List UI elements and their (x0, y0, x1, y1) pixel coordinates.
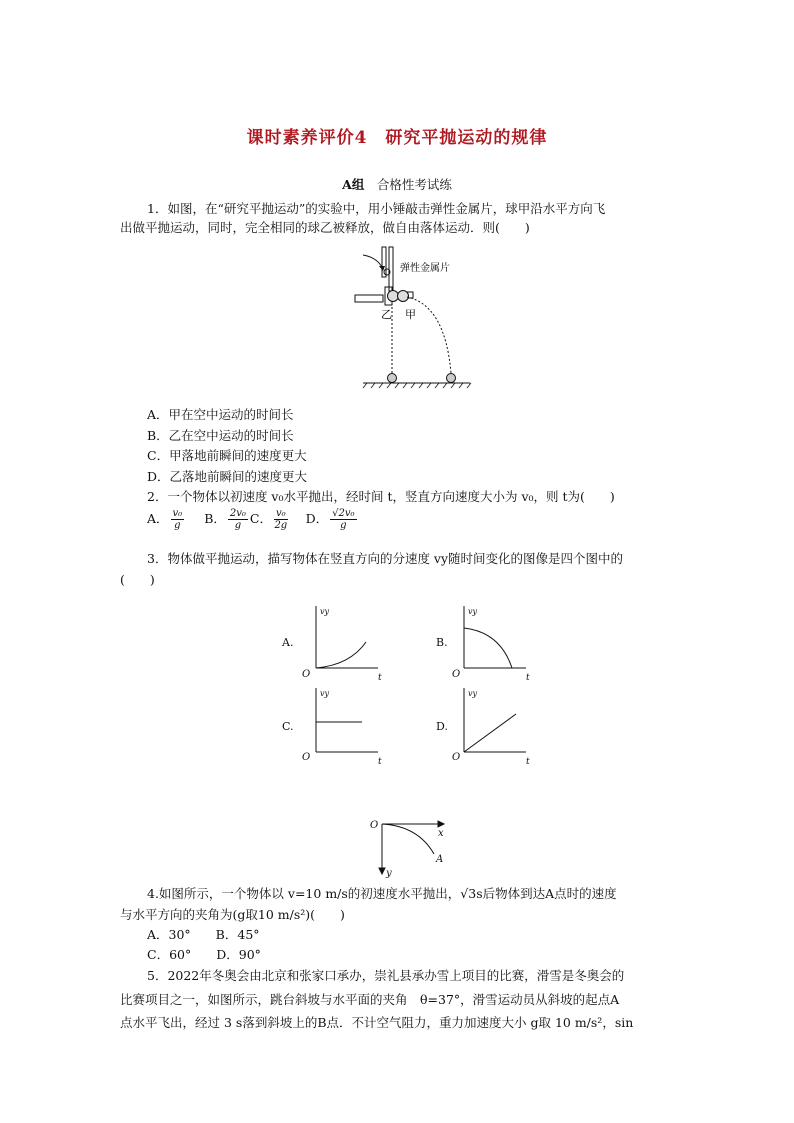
graph-b-ylabel: vy (468, 607, 478, 616)
graph-c-origin: O (302, 752, 311, 763)
q4-trajectory-figure (368, 812, 458, 882)
q2-option-d-fraction (330, 508, 356, 531)
q2-options (147, 508, 359, 531)
q2-option-a-label: A． (147, 511, 169, 526)
label-spring-sheet: 弹性金属片 (400, 263, 450, 274)
denominator: 2g (274, 520, 288, 531)
group-name: 合格性考试练 (376, 177, 452, 192)
graph-c-xlabel: t (378, 757, 382, 767)
section-heading (0, 175, 794, 193)
q2-option-d-label: D． (305, 511, 329, 526)
denominator: g (340, 520, 347, 531)
q4-y-label: y (386, 868, 392, 879)
denominator: g (174, 520, 181, 531)
q2-option-a-fraction (171, 508, 185, 531)
q3-graph-options (280, 600, 550, 770)
group-label: A组 (342, 177, 365, 192)
label-yi: 乙 (381, 308, 392, 321)
q2-stem: 2．一个物体以初速度 v₀水平抛出，经时间 t，竖直方向速度大小为 v₀，则 t为( ) (147, 489, 615, 504)
graph-a-ylabel: vy (320, 607, 330, 616)
q3-stem-line2: ( ) (120, 572, 155, 587)
graph-b-label: B. (436, 636, 448, 649)
q1-stem-line2: 出做平抛运动，同时，完全相同的球乙被释放，做自由落体运动．则( ) (120, 220, 530, 235)
graph-b-origin: O (452, 669, 461, 680)
q2-option-b-label: B． (204, 511, 226, 526)
q1-apparatus-figure (345, 245, 475, 390)
q4-point-a: A (436, 854, 444, 865)
q5-stem-line3: 点水平飞出，经过 3 s落到斜坡上的B点．不计空气阻力，重力加速度大小 g取 10 m/s²，sin (120, 1015, 634, 1030)
graph-c-label: C. (282, 720, 294, 733)
numerator: 2v₀ (229, 508, 246, 519)
numerator: v₀ (275, 508, 286, 519)
graph-b-xlabel: t (526, 673, 530, 683)
graph-a-origin: O (302, 669, 311, 680)
graph-a-label: A. (282, 636, 294, 649)
q1-option-b: B．乙在空中运动的时间长 (147, 428, 294, 443)
denominator: g (234, 520, 242, 531)
q2-option-c-label: C． (249, 511, 272, 526)
q5-stem-line1: 5．2022年冬奥会由北京和张家口承办，崇礼县承办雪上项目的比赛，滑雪是冬奥会的 (147, 968, 625, 983)
graph-d-ylabel: vy (468, 689, 478, 698)
q1-option-c: C．甲落地前瞬间的速度更大 (147, 448, 307, 463)
q4-stem-line1: 4.如图所示，一个物体以 v=10 m/s的初速度水平抛出，√3s后物体到达A点时的速度 (147, 886, 617, 901)
graph-d-label: D. (436, 720, 448, 733)
graph-c-ylabel: vy (320, 689, 330, 698)
q4-stem-line2: 与水平方向的夹角为(g取10 m/s²)( ) (120, 907, 345, 922)
q1-option-d: D．乙落地前瞬间的速度更大 (147, 469, 308, 484)
page-title: 课时素养评价4 研究平抛运动的规律 (246, 128, 548, 148)
q3-stem-line1: 3．物体做平抛运动，描写物体在竖直方向的分速度 vy随时间变化的图像是四个图中的 (147, 551, 624, 566)
q4-options-line1: A．30° B．45° (147, 927, 260, 942)
label-jia: 甲 (405, 308, 416, 321)
numerator: √2v₀ (332, 508, 355, 519)
q4-x-label: x (438, 828, 444, 839)
q5-stem-line2: 比赛项目之一，如图所示，跳台斜坡与水平面的夹角 θ=37°，滑雪运动员从斜坡的起点A (120, 992, 620, 1007)
q4-origin: O (370, 820, 379, 831)
q1-stem-line1: 1．如图，在“研究平抛运动”的实验中，用小锤敲击弹性金属片，球甲沿水平方向飞 (147, 201, 606, 216)
graph-a-xlabel: t (378, 673, 382, 683)
graph-d-origin: O (452, 752, 461, 763)
graph-d-xlabel: t (526, 757, 530, 767)
q2-option-b-fraction (228, 508, 248, 531)
q2-option-c-fraction (274, 508, 288, 531)
q4-options-line2: C．60° D．90° (147, 947, 261, 962)
q1-option-a: A．甲在空中运动的时间长 (147, 407, 294, 422)
numerator: v₀ (172, 508, 183, 519)
